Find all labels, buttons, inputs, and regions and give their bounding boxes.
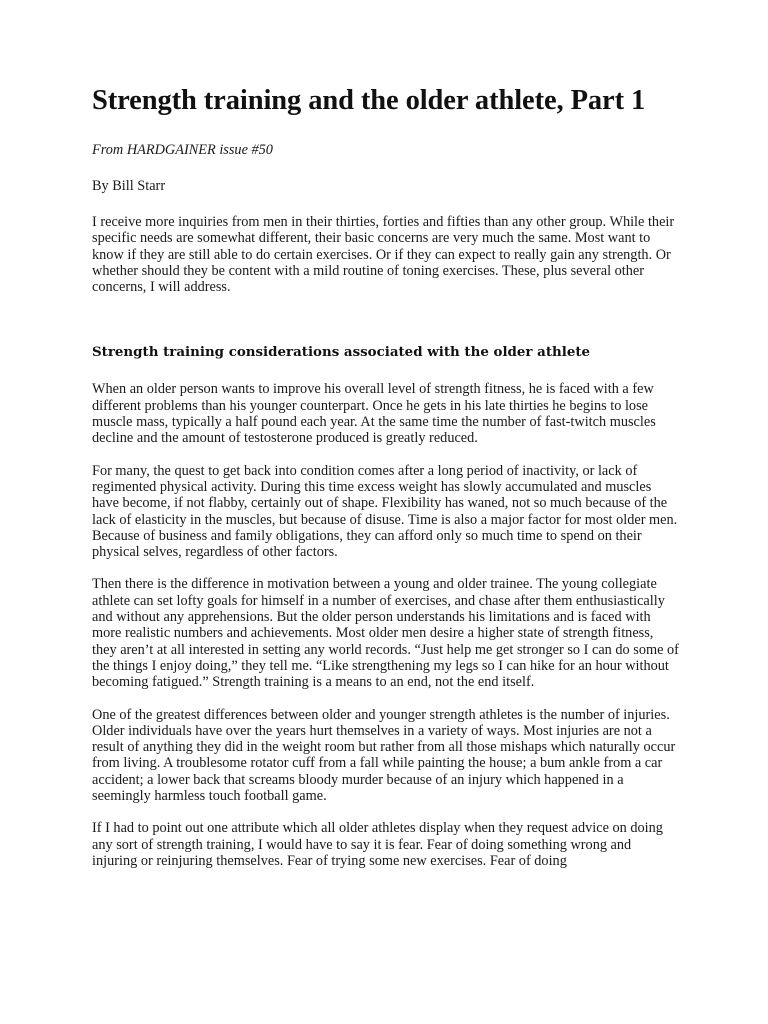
document-page — [92, 84, 680, 869]
body-paragraph: When an older person wants to improve his overall level of strength fitness, he is faced with a few different problems than his younger counterpart. Once he gets in his late thirties he begins to lose muscle mass, typically a half pound each year. At the same time the number of fast-twitch muscles decline and the amount of testosterone produced is greatly reduced. — [92, 381, 656, 447]
article-title: Strength training and the older athlete, Part 1 — [92, 85, 646, 116]
intro-paragraph: I receive more inquiries from men in their thirties, forties and fifties than any other group. While their specific needs are somewhat different, their basic concerns are very much the same. Most want to know if they are still able to do certain exercises. Or if they can expect to really gain any strength. Or whether should they be content with a mild routine of toning exercises. These, plus several other concerns, I will address. — [92, 214, 675, 296]
article-source: From HARDGAINER issue #50 — [92, 142, 273, 158]
section-heading: Strength training considerations associated with the older athlete — [92, 344, 591, 361]
article-byline: By Bill Starr — [92, 178, 166, 194]
body-paragraph: For many, the quest to get back into condition comes after a long period of inactivity, or lack of regimented physical activity. During this time excess weight has slowly accumulated and muscles have become, if not flabby, certainly out of shape. Flexibility has waned, not so much because of the lack of elasticity in the muscles, but because of disuse. Time is also a major factor for most older men. Because of business and family obligations, they can afford only so much time to spend on their physical selves, regardless of other factors. — [92, 462, 678, 561]
body-paragraph: If I had to point out one attribute which all older athletes display when they request advice on doing any sort of strength training, I would have to say it is fear. Fear of doing something wrong and injuring or reinjuring themselves. Fear of trying some new exercises. Fear of doing — [92, 820, 663, 869]
body-paragraph: Then there is the difference in motivation between a young and older trainee. The young collegiate athlete can set lofty goals for himself in a number of exercises, and chase after them enthusiastically and without any apprehensions. But the older person understands his limitations and is faced with more realistic numbers and achievements. Most older men desire a higher state of strength fitness, they aren’t at all interested in setting any world records. “Just help me get stronger so I can do some of the things I enjoy doing,” they tell me. “Like strengthening my legs so I can hike for an hour without becoming fatigued.” Strength training is a means to an end, not the end itself. — [92, 576, 679, 691]
body-paragraph: One of the greatest differences between older and younger strength athletes is the number of injuries. Older individuals have over the years hurt themselves in a variety of ways. Most injuries are not a result of anything they did in the weight room but rather from all those mishaps which naturally occur from living. A troublesome rotator cuff from a fall while painting the house; a bum ankle from a car accident; a lower back that screams bloody murder because of an injury which happened in a seemingly harmless touch football game. — [92, 706, 676, 805]
